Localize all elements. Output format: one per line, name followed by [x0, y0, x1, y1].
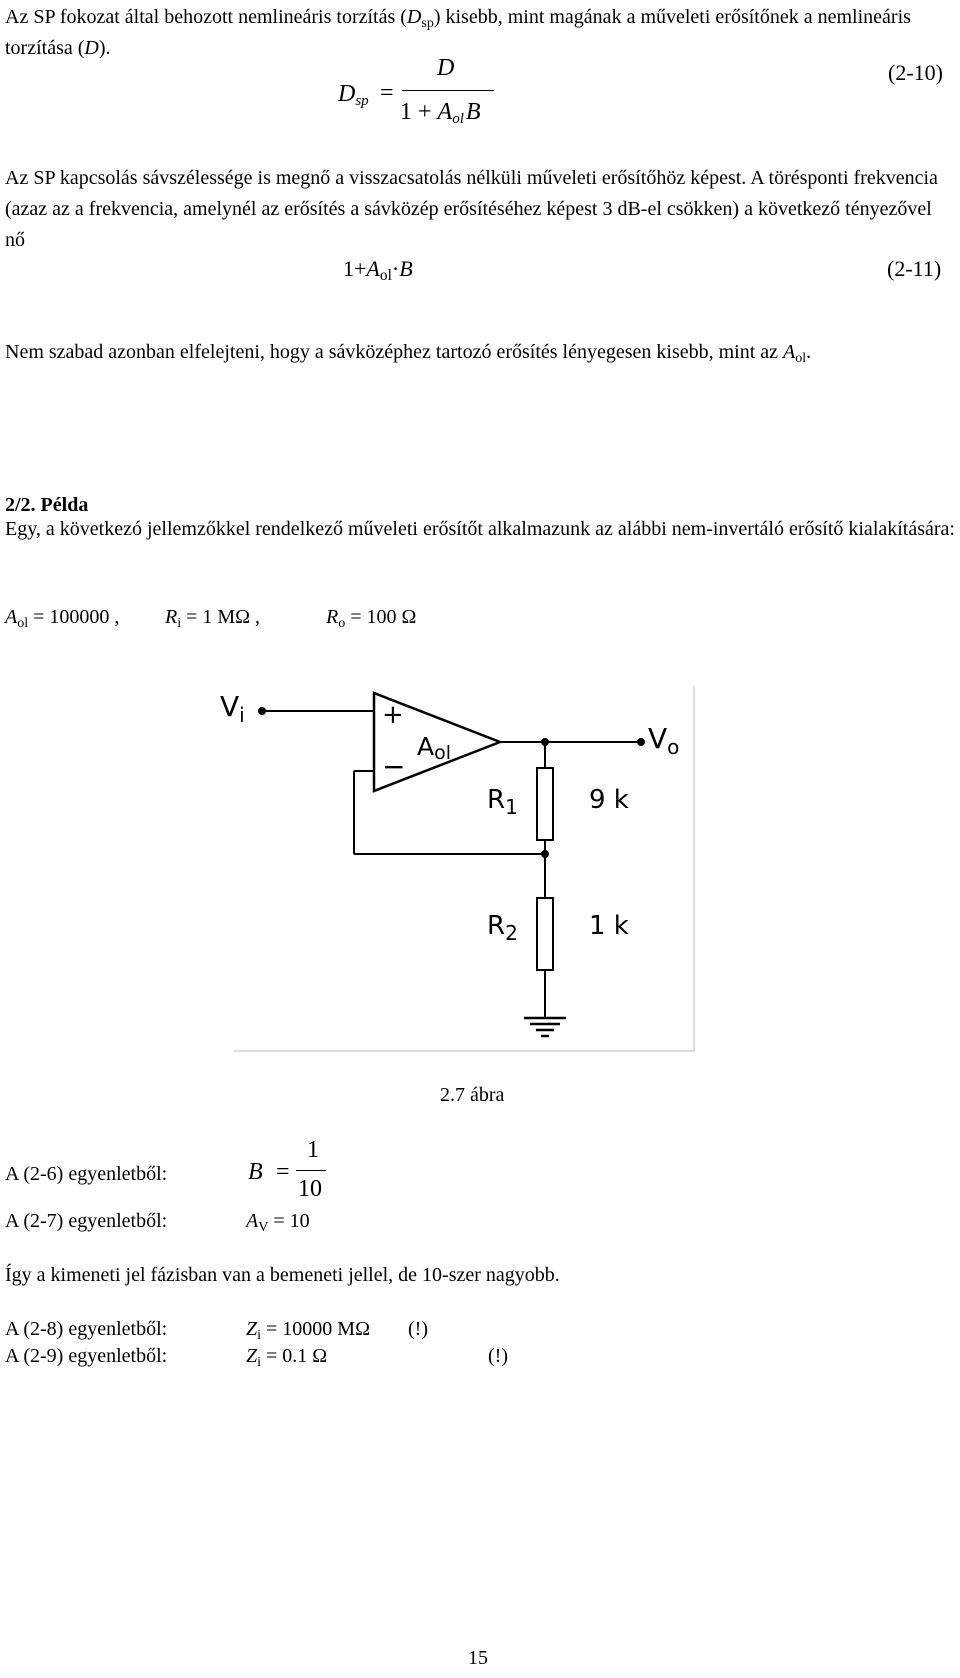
result-zi2-sub: i [257, 1355, 262, 1370]
eq2-b: B [399, 256, 413, 281]
opamp-minus-sign: − [382, 750, 406, 783]
feedback-junction [541, 850, 549, 858]
vo-node [637, 738, 645, 746]
r2-label [487, 911, 518, 945]
param-ri-val: = 1 MΩ , [181, 606, 261, 628]
intro-d2-var: D [84, 37, 99, 59]
param-aol-val: = 100000 , [28, 606, 120, 628]
opamp-plus-sign: + [382, 700, 404, 730]
result-zi1-note: (!) [408, 1318, 428, 1340]
param-ro-var: R [326, 606, 339, 628]
intro-paragraph [5, 2, 955, 64]
result-b-num: 1 [307, 1137, 319, 1163]
eq2-dot: · [391, 256, 400, 281]
result-b-var: B [248, 1159, 263, 1185]
param-aol-var: A [5, 606, 18, 628]
r1-label [487, 785, 518, 819]
r2-value: 1 k [589, 911, 629, 941]
result-2-7-label: A (2-7) egyenletből: [5, 1210, 168, 1232]
result-b-den: 10 [298, 1176, 322, 1202]
r1-sub: 1 [505, 795, 518, 819]
fraction-line [402, 90, 494, 91]
r1-value: 9 k [589, 785, 629, 815]
intro-d-var: D [406, 6, 422, 28]
result-phase-text: Így a kimeneti jel fázisban van a bemeneti jellel, de 10-szer nagyobb. [5, 1264, 560, 1286]
result-zi2-note: (!) [488, 1345, 508, 1367]
result-zi1-var: Z [246, 1318, 258, 1340]
vi-sub: i [239, 703, 245, 727]
eq-2-10-number: (2-10) [888, 60, 943, 85]
result-zi1-sub: i [257, 1328, 262, 1343]
eq-2-11-number: (2-11) [887, 256, 942, 281]
param-ro-val: = 100 Ω [345, 606, 417, 628]
vo-v: V [648, 722, 668, 755]
eq-den-plus: + [418, 99, 432, 125]
bandwidth-paragraph: Az SP kapcsolás sávszélessége is megnő a visszacsatolás nélküli műveleti erősítőhöz képest. A törésponti frekvencia (azaz az a frekvencia, amelynél az erősítés a sávközép erősítéséhez képest 3 dB-el csökken) a következő tényezővel nő [5, 167, 938, 251]
r2-sub: 2 [505, 921, 518, 945]
circuit-diagram [220, 684, 702, 1054]
eq-den-b: B [465, 99, 481, 125]
gain-end: . [806, 341, 812, 363]
opamp-a-sub: ol [434, 742, 452, 764]
resistor-r2 [537, 898, 553, 970]
result-b-fraction-line [296, 1170, 326, 1171]
eq2-a-sub: ol [379, 267, 392, 284]
figure-caption: 2.7 ábra [440, 1084, 505, 1106]
page-number: 15 [468, 1647, 488, 1669]
param-ri-sub: i [177, 616, 182, 631]
eq2-a: A [366, 256, 380, 281]
gain-paragraph [5, 337, 955, 368]
resistor-r1 [537, 768, 553, 840]
vi-label [220, 690, 245, 727]
result-av-sub: V [258, 1220, 269, 1235]
param-aol-sub: ol [17, 616, 29, 631]
result-av-var: A [246, 1210, 259, 1232]
result-av-val: = 10 [268, 1210, 310, 1232]
eq-dsp-var: D [338, 81, 356, 107]
param-ri-var: R [165, 606, 178, 628]
intro-text-c: ). [98, 37, 111, 59]
gain-a: A [783, 341, 796, 363]
gain-a-sub: ol [795, 351, 807, 366]
vo-label [648, 722, 679, 759]
opamp-a: A [417, 732, 435, 761]
result-zi2-val: = 0.1 Ω [261, 1345, 328, 1367]
result-2-8-label: A (2-8) egyenletből: [5, 1318, 168, 1340]
eq-numerator: D [437, 55, 455, 81]
param-ro-sub: o [338, 616, 346, 631]
result-b-equals: = [276, 1159, 290, 1185]
result-2-9-label: A (2-9) egyenletből: [5, 1345, 168, 1367]
example-heading: 2/2. Példa [5, 494, 89, 516]
result-zi1-val: = 10000 MΩ [261, 1318, 370, 1340]
r1-r: R [487, 785, 506, 815]
gain-text: Nem szabad azonban elfelejteni, hogy a sávközéphez tartozó erősítés lényegesen kisebb, mint az [5, 341, 784, 363]
vo-sub: o [667, 735, 680, 759]
result-2-6-label: A (2-6) egyenletből: [5, 1163, 168, 1185]
eq-den-one: 1 [400, 99, 412, 125]
eq-den-a-sub: ol [452, 111, 464, 127]
intro-d-sub: sp [421, 16, 434, 31]
result-zi2-var: Z [246, 1345, 258, 1367]
example-text: Egy, a következó jellemzőkkel rendelkező műveleti erősítőt alkalmazunk az alábbi nem-invertáló erősítő kialakítására: [5, 518, 955, 540]
intro-text-a: Az SP fokozat által behozott nemlineáris torzítás ( [5, 6, 407, 28]
opamp-gain-label [417, 732, 451, 764]
eq-dsp-sub: sp [355, 93, 369, 109]
eq-den-a: A [437, 99, 453, 125]
eq-equals: = [380, 80, 394, 106]
eq2-one-plus: 1+ [343, 256, 367, 281]
r2-r: R [487, 911, 506, 941]
vi-v: V [220, 690, 240, 723]
intro-text-b: ) kisebb, mint magának a műveleti erősítőnek a nemlineáris torzítása ( [5, 6, 911, 59]
